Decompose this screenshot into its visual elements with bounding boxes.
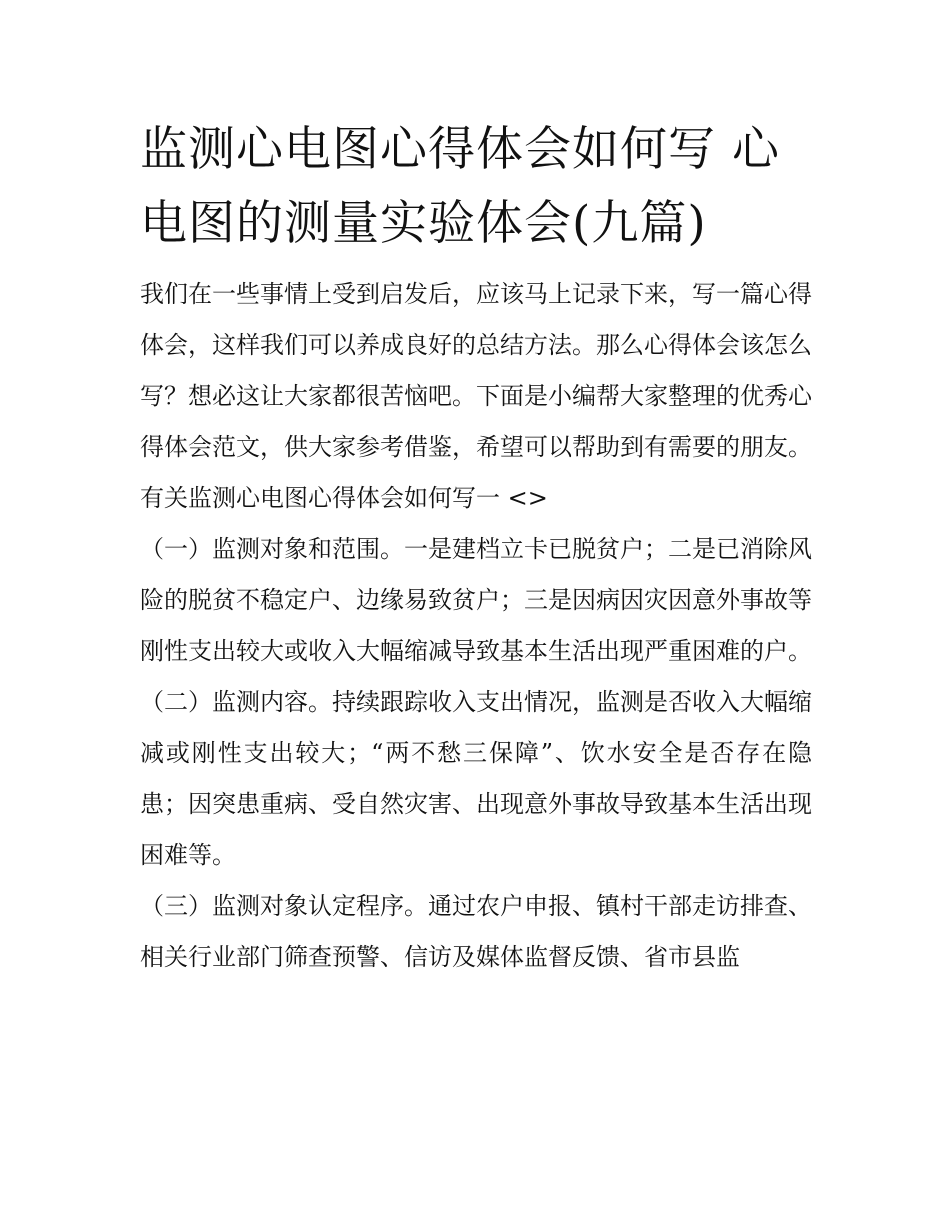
section-heading: 有关监测心电图心得体会如何写一 <> [140, 484, 548, 512]
monitoring-content-paragraph: （二）监测内容。持续跟踪收入支出情况，监测是否收入大幅缩减或刚性支出较大；“两不愁三保障”、饮水安全是否存在隐患；因突患重病、受自然灾害、出现意外事故导致基本生活出现困难等。 [140, 688, 812, 869]
intro-paragraph: 我们在一些事情上受到启发后，应该马上记录下来，写一篇心得体会，这样我们可以养成良好的总结方法。那么心得体会该怎么写？想必这让大家都很苦恼吧。下面是小编帮大家整理的优秀心得体会范文，供大家参考借鉴，希望可以帮助到有需要的朋友。 [140, 280, 812, 461]
identification-procedure-paragraph: （三）监测对象认定程序。通过农户申报、镇村干部走访排查、相关行业部门筛查预警、信访及媒体监督反馈、省市县监 [140, 892, 812, 971]
document-page [140, 113, 812, 983]
monitoring-scope-paragraph: （一）监测对象和范围。一是建档立卡已脱贫户；二是已消除风险的脱贫不稳定户、边缘易致贫户；三是因病因灾因意外事故等刚性支出较大或收入大幅缩减导致基本生活出现严重困难的户。 [140, 535, 812, 665]
document-title: 监测心电图心得体会如何写 心电图的测量实验体会(九篇) [140, 122, 780, 251]
